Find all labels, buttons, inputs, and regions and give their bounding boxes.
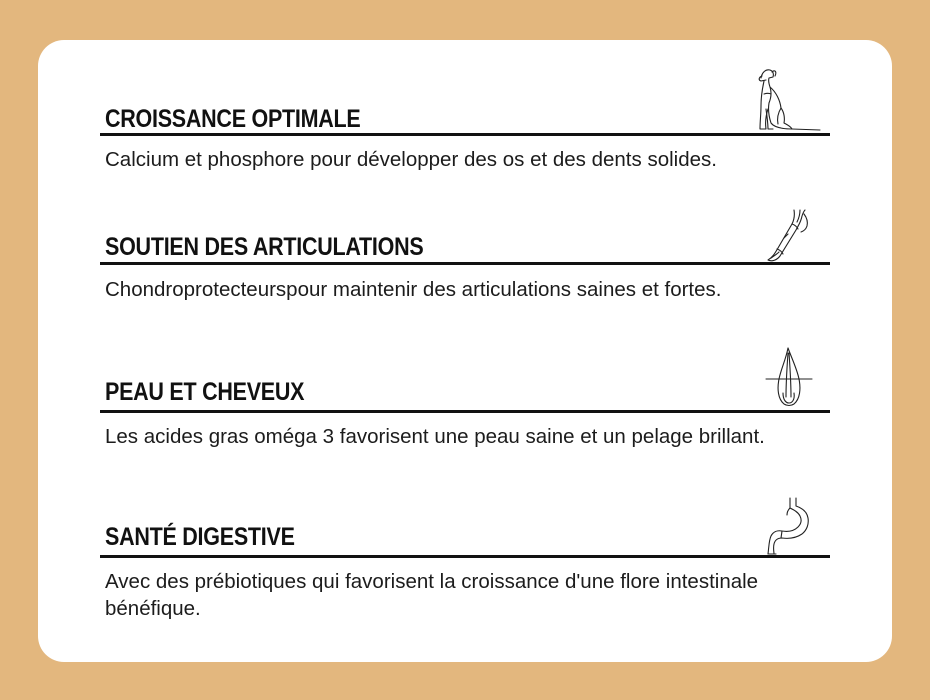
section-title: SANTÉ DIGESTIVE xyxy=(105,523,295,551)
dog-icon xyxy=(752,66,824,134)
section-title: CROISSANCE OPTIMALE xyxy=(105,105,361,133)
section-divider xyxy=(100,262,830,265)
joint-icon xyxy=(764,208,814,264)
benefits-card xyxy=(38,40,892,662)
section-description: Chondroprotecteurspour maintenir des articulations saines et fortes. xyxy=(105,278,722,301)
hair-follicle-icon xyxy=(764,345,814,413)
section-title: PEAU ET CHEVEUX xyxy=(105,378,305,406)
section-title: SOUTIEN DES ARTICULATIONS xyxy=(105,233,424,261)
section-description: Les acides gras oméga 3 favorisent une peau saine et un pelage brillant. xyxy=(105,425,765,448)
section-description: Avec des prébiotiques qui favorisent la croissance d'une flore intestinale bénéfique. xyxy=(105,570,759,620)
section-divider xyxy=(100,555,830,558)
section-description: Calcium et phosphore pour développer des os et des dents solides. xyxy=(105,148,717,171)
stomach-icon xyxy=(762,496,816,556)
section-divider xyxy=(100,410,830,413)
section-divider xyxy=(100,133,830,136)
